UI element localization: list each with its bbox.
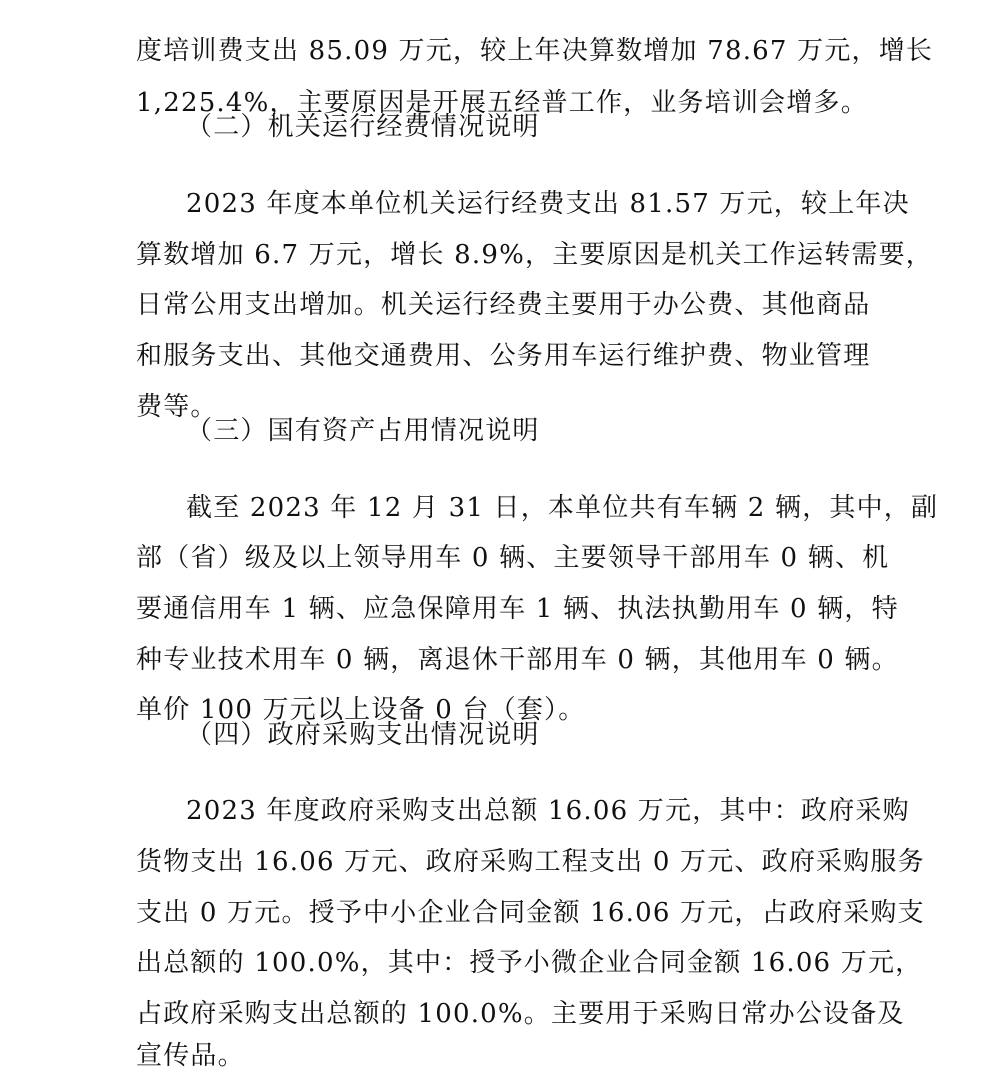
line-text: 费等。 [136,392,218,422]
paragraph-line [0,938,1000,989]
line-text: 种专业技术用车 0 辆，离退休干部用车 0 辆，其他用车 0 辆。 [136,645,899,675]
line-text: 占政府采购支出总额的 100.0%。主要用于采购日常办公设备及 [136,999,905,1029]
heading-text: （四）政府采购支出情况说明 [186,720,540,750]
paragraph-line [0,1031,1000,1082]
line-text: 货物支出 16.06 万元、政府采购工程支出 0 万元、政府采购服务 [136,847,925,877]
paragraph-line [0,230,1000,281]
line-text: 2023 年度本单位机关运行经费支出 81.57 万元，较上年决 [186,189,910,219]
paragraph-line [0,179,1000,230]
line-text: 宣传品。 [136,1041,245,1071]
section-heading-government-procurement [0,710,1000,761]
line-text: 度培训费支出 85.09 万元，较上年决算数增加 78.67 万元，增长 [136,36,934,66]
line-text: 日常公用支出增加。机关运行经费主要用于办公费、其他商品 [136,290,871,320]
paragraph-line [0,483,1000,534]
section-heading-state-assets [0,406,1000,457]
paragraph-line [0,837,1000,888]
line-text: 出总额的 100.0%，其中：授予小微企业合同金额 16.06 万元， [136,948,923,978]
heading-text: （二）机关运行经费情况说明 [186,112,540,142]
line-text: 单价 100 万元以上设备 0 台（套）。 [136,695,586,725]
line-text: 支出 0 万元。授予中小企业合同金额 16.06 万元，占政府采购支 [136,898,925,928]
line-text: 1,225.4%，主要原因是开展五经普工作，业务培训会增多。 [136,88,868,118]
paragraph-line [0,786,1000,837]
paragraph-line [0,533,1000,584]
paragraph-line [0,635,1000,686]
paragraph-line [0,888,1000,939]
paragraph-line [0,280,1000,331]
line-text: 算数增加 6.7 万元，增长 8.9%，主要原因是机关工作运转需要， [136,240,933,270]
paragraph-line [0,331,1000,382]
line-text: 截至 2023 年 12 月 31 日，本单位共有车辆 2 辆，其中，副 [186,493,939,523]
line-text: 和服务支出、其他交通费用、公务用车运行维护费、物业管理 [136,341,871,371]
line-text: 2023 年度政府采购支出总额 16.06 万元，其中：政府采购 [186,796,910,826]
paragraph-line [0,584,1000,635]
paragraph-line [0,26,1000,77]
heading-text: （三）国有资产占用情况说明 [186,416,540,446]
line-text: 部（省）级及以上领导用车 0 辆、主要领导干部用车 0 辆、机 [136,543,890,573]
line-text: 要通信用车 1 辆、应急保障用车 1 辆、执法执勤用车 0 辆，特 [136,594,899,624]
section-heading-administrative-expenses [0,102,1000,153]
